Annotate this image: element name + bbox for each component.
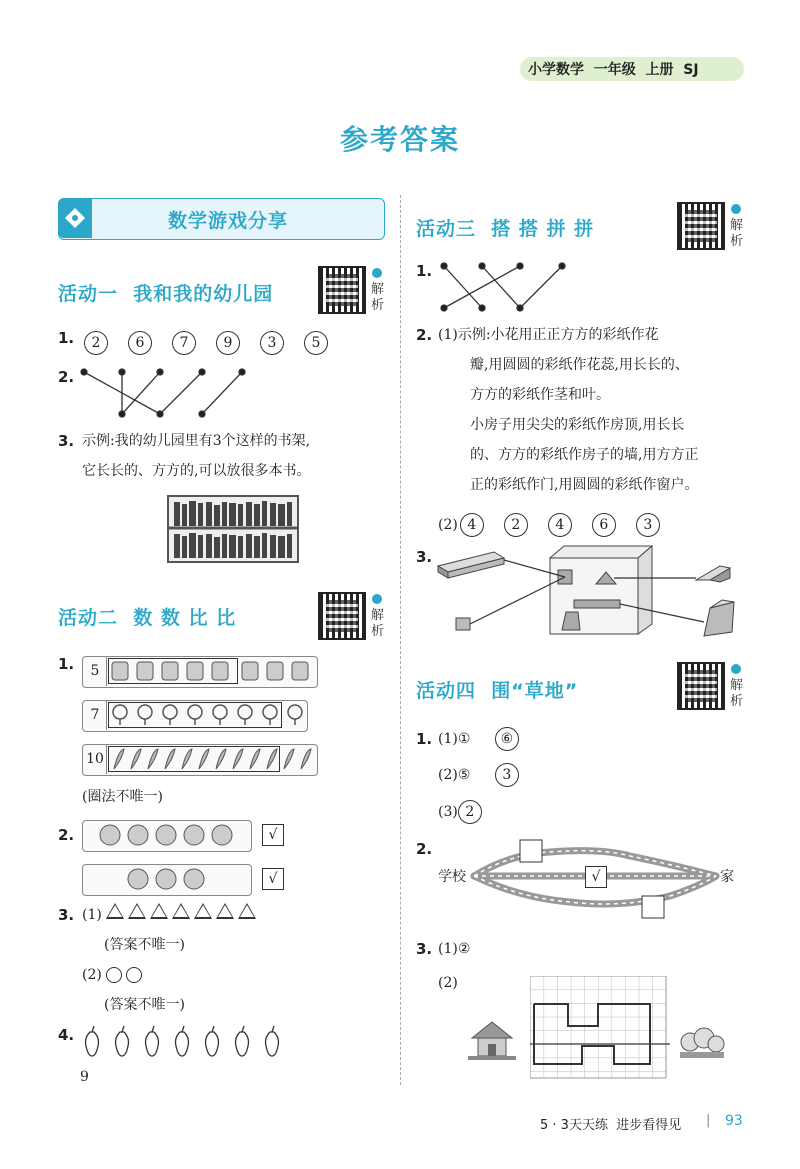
feather-icons bbox=[110, 747, 315, 771]
left-page-number: 9 bbox=[80, 1069, 89, 1085]
play-icon bbox=[372, 268, 382, 278]
activity3-title: 活动三 搭 搭 拼 拼 bbox=[416, 218, 595, 240]
answer-circle: 2 bbox=[504, 513, 528, 537]
count-number: 10 bbox=[84, 744, 107, 774]
a3-q2-line: 正的彩纸作门,用圆圆的彩纸作窗户。 bbox=[470, 477, 699, 493]
a1-q2-matching-lines bbox=[78, 362, 258, 422]
qr-code-icon[interactable] bbox=[677, 202, 725, 250]
answer-circle: 7 bbox=[172, 331, 196, 355]
answer-circle: 3 bbox=[495, 763, 519, 787]
qr-code-icon[interactable] bbox=[677, 662, 725, 710]
bookshelf-icon bbox=[166, 494, 300, 564]
triangle-icon bbox=[106, 903, 124, 919]
a1-q2-number: 2. bbox=[58, 368, 75, 386]
a4-q2-number: 2. bbox=[416, 840, 433, 858]
part-label: (1) bbox=[438, 731, 458, 747]
answer: ⑤ bbox=[457, 767, 471, 783]
circle-icon bbox=[126, 967, 142, 983]
a2-q3-note1: (答案不唯一) bbox=[104, 937, 185, 953]
play-icon bbox=[372, 594, 382, 604]
qr-label: 解析 bbox=[730, 218, 744, 249]
part-label: (2) bbox=[438, 517, 458, 533]
a1-q1-number: 1. bbox=[58, 329, 75, 347]
a3-q2-line: 的、方方的彩纸作房子的墙,用方方正 bbox=[470, 447, 699, 463]
answer-circle: 6 bbox=[128, 331, 152, 355]
a4-q3-part2-label: (2) bbox=[438, 975, 458, 991]
answer-circle: 9 bbox=[216, 331, 240, 355]
a2-q2-number: 2. bbox=[58, 826, 75, 844]
a4-q1-part2 bbox=[438, 760, 539, 790]
cup-icons bbox=[110, 660, 310, 682]
footer-brand: 5 · 3天天练 进步看得见 bbox=[540, 1118, 682, 1133]
page-title: 参考答案 bbox=[340, 123, 461, 156]
column-divider bbox=[400, 195, 401, 1085]
count-number: 5 bbox=[84, 656, 107, 686]
a3-q2-part2 bbox=[438, 510, 680, 540]
a3-q1-number: 1. bbox=[416, 262, 433, 280]
answer: ② bbox=[457, 941, 471, 957]
qr-label: 解析 bbox=[730, 678, 744, 709]
a3-q2-line: 小房子用尖尖的彩纸作房顶,用长长 bbox=[470, 417, 685, 433]
a4-q1-part3 bbox=[438, 797, 502, 827]
activity2-title: 活动二 数 数 比 比 bbox=[58, 607, 237, 629]
sheep-icon bbox=[678, 1022, 726, 1062]
part-label: (2) bbox=[438, 767, 458, 783]
school-label: 学校 bbox=[438, 869, 466, 885]
count-number: 7 bbox=[84, 700, 107, 730]
a1-q3-number: 3. bbox=[58, 432, 75, 450]
qr-code-icon[interactable] bbox=[318, 592, 366, 640]
triangle-icon bbox=[172, 903, 190, 919]
part-label: (1) bbox=[438, 941, 458, 957]
footer-separator: | bbox=[706, 1113, 711, 1128]
answer: ① bbox=[457, 731, 471, 747]
play-icon bbox=[731, 664, 741, 674]
a1-q3-text-line2: 它长长的、方方的,可以放很多本书。 bbox=[82, 463, 311, 479]
triangle-icon bbox=[150, 903, 168, 919]
a4-q1-number: 1. bbox=[416, 730, 433, 748]
circle-icon bbox=[106, 967, 122, 983]
banner-icon bbox=[58, 198, 92, 238]
part-label: (3) bbox=[438, 804, 458, 820]
cottage-icon bbox=[468, 1018, 516, 1060]
check-box: √ bbox=[585, 866, 607, 888]
triangle-icon bbox=[238, 903, 256, 919]
answer-circle: ⑥ bbox=[495, 727, 519, 751]
triangle-icon bbox=[128, 903, 146, 919]
part-label: (1) bbox=[82, 907, 102, 923]
a2-q3-number: 3. bbox=[58, 906, 75, 924]
a3-q2-number: 2. bbox=[416, 326, 433, 344]
activity4-title: 活动四 围“草地” bbox=[416, 680, 579, 702]
answer-circle: 3 bbox=[260, 331, 284, 355]
grid-fence-diagram bbox=[530, 976, 670, 1082]
a2-q1-number: 1. bbox=[58, 655, 75, 673]
a1-q1-answers bbox=[84, 331, 348, 355]
activity1-title: 活动一 我和我的幼儿园 bbox=[58, 283, 274, 305]
banner-title: 数学游戏分享 bbox=[168, 210, 289, 232]
a3-q2-line: 瓣,用圆圆的彩纸作花蕊,用长长的、 bbox=[470, 357, 689, 373]
check-box: √ bbox=[262, 824, 284, 846]
qr-label: 解析 bbox=[371, 608, 385, 639]
a3-q3-shapes-matching bbox=[434, 544, 744, 644]
a4-q3-part1 bbox=[438, 934, 470, 964]
right-page-number: 93 bbox=[725, 1113, 743, 1129]
a4-q3-number: 3. bbox=[416, 940, 433, 958]
triangles bbox=[106, 900, 260, 930]
part-label: (2) bbox=[82, 967, 102, 983]
triangle-icon bbox=[216, 903, 234, 919]
a2-q1-note: (圈法不唯一) bbox=[82, 789, 163, 805]
qr-code-icon[interactable] bbox=[318, 266, 366, 314]
a2-q3-part1 bbox=[82, 900, 260, 930]
a2-q4-number: 4. bbox=[58, 1026, 75, 1044]
play-icon bbox=[731, 204, 741, 214]
answer-circle: 6 bbox=[592, 513, 616, 537]
subject-badge-text: 小学数学 一年级 上册 SJ bbox=[528, 62, 699, 78]
answer-circle: 4 bbox=[460, 513, 484, 537]
a3-q1-matching-lines bbox=[438, 258, 578, 318]
apple-icons bbox=[126, 867, 216, 891]
answer-circle: 5 bbox=[304, 331, 328, 355]
check-box: √ bbox=[262, 868, 284, 890]
answer-circle: 2 bbox=[458, 800, 482, 824]
a1-q3-text-line1: 示例:我的幼儿园里有3个这样的书架, bbox=[82, 433, 311, 449]
answer-circle: 2 bbox=[84, 331, 108, 355]
answer-circle: 3 bbox=[636, 513, 660, 537]
magnifier-icons bbox=[110, 703, 305, 727]
answer-circle: 4 bbox=[548, 513, 572, 537]
home-label: 家 bbox=[720, 869, 734, 885]
pear-icons bbox=[80, 1024, 285, 1060]
apple-icons bbox=[98, 823, 238, 847]
a4-q1-part1 bbox=[438, 724, 539, 754]
a3-q2-line: (1)示例:小花用正正方方的彩纸作花 bbox=[438, 327, 659, 343]
a2-q3-note2: (答案不唯一) bbox=[104, 997, 185, 1013]
triangle-icon bbox=[194, 903, 212, 919]
a3-q3-number: 3. bbox=[416, 548, 433, 566]
a3-q2-line: 方方的彩纸作茎和叶。 bbox=[470, 387, 610, 403]
a2-q3-part2 bbox=[82, 960, 146, 990]
qr-label: 解析 bbox=[371, 282, 385, 313]
